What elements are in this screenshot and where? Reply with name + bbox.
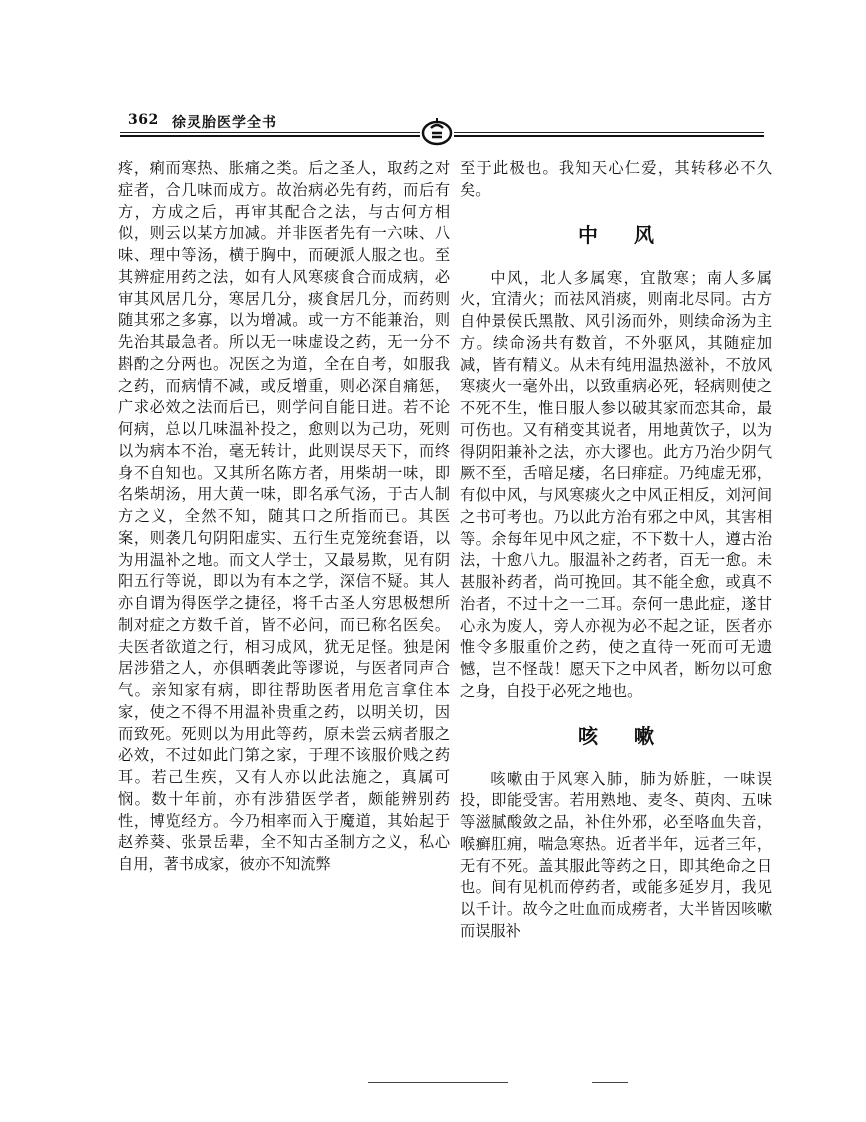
left-column [118,158,450,876]
section-title-char: 咳 [578,723,598,748]
section-title-kesou [460,703,772,769]
body-paragraph: 疼，痢而寒热、胀痛之类。后之圣人，取药之对症者，合几味而成方。故治病必先有药，而后有方，方成之后，再审其配合之法，与古何方相似，则云以某方加减。并非医者先有一六味、八味、理中等汤，横于胸中，而硬派人服之也。至其辨症用药之法，如有人风寒痰食合而成病，必审其风居几分，寒居几分，痰食居几分，而药则随其邪之多寡，以为增减。或一方不能兼治，则先治其最急者。所以无一味虚设之药，无一分不斟酌之分两也。况医之为道，全在自考，如服我之药，而病情不减，或反增重，则必深自痛惩，广求必效之法而后已，则学问自能日进。若不论何病，总以几味温补投之，愈则以为己功，死则以为病本不治，毫无转计，此则误尽天下，而终身不自知也。又其所名陈方者，用柴胡一味，即名柴胡汤，用大黄一味，即名承气汤，于古人制方之义，全然不知，随其口之所指而已。其医案，则袭几句阴阳虚实、五行生克笼统套语，以为用温补之地。而文人学士，又最易欺，见有阴阳五行等说，即以为有本之学，深信不疑。其人亦自谓为得医学之捷径，将千古圣人穷思极想所制对症之方数千首，皆不必问，而已称名医矣。夫医者欲道之行，相习成风，犹无足怪。独是闲居涉猎之人，亦俱晒袭此等谬说，与医者同声合气。亲知家有病，即往帮助医者用危言拿住本家，使之不得不用温补贵重之药，以明关切，因而致死。死则以为用此等药，原未尝云病者服之必效，不过如此门第之家，于理不该服价贱之药耳。若己生疾，又有人亦以此法施之，真属可悯。数十年前，亦有涉猎医学者，颇能辨别药性，博览经方。今乃相率而入于魔道，其始起于赵养葵、张景岳辈，全不知古圣制方之义，私心自用，著书成家，彼亦不知流弊 [118,159,450,873]
footer-rule [592,1082,628,1083]
section-title-zhongfeng [460,202,772,268]
footer-rule [368,1082,508,1083]
page-number: 362 [128,112,159,128]
section-title-char: 嗽 [634,723,654,748]
section-title-char: 风 [634,222,654,247]
section-title-char: 中 [578,222,598,247]
running-header [100,106,764,146]
body-paragraph: 至于此极也。我知天心仁爱，其转移必不久矣。 [460,159,772,199]
right-column [460,158,772,943]
section-body-zhongfeng: 中风，北人多属寒，宜散寒；南人多属火，宜清火；而祛风消痰，则南北尽同。古方自仲景侯氏黑散、风引汤而外，则续命汤为主方。续命汤共有数首，不外驱风，其随症加减，皆有精义。从未有纯用温热滋补，不放风寒痰火一毫外出，以致重病必死，轻病则使之不死不生，惟日服人参以破其家而恋其命，最可伤也。又有稍变其说者，用地黄饮子，以为得阴阳兼补之法，亦大谬也。此方乃治少阴气厥不至，舌喑足痿，名曰痱症。乃纯虚无邪，有似中风，与风寒痰火之中风正相反，刘河间之书可考也。乃以此方治有邪之中风，其害相等。余每年见中风之症，不下数十人，遵古治法，十愈八九。服温补之药者，百无一愈。未甚服补药者，尚可挽回。其不能全愈，或真不治者，不过十之一二耳。奈何一患此症，遂甘心永为废人，旁人亦视为必不起之证，医者亦惟令多服重价之药，使之直待一死而可无遗憾，岂不怪哉！愿天下之中风者，断勿以可愈之身，自投于必死之地也。 [460,268,772,700]
section-body-kesou: 咳嗽由于风寒入肺，肺为娇脏，一味误投，即能受害。若用熟地、麦冬、萸肉、五味等滋腻酸敛之品，补住外邪，必至咯血失音，喉癣肛痈，喘急寒热。近者半年，远者三年，无有不死。盖其服此等药之日，即其绝命之日也。间有见机而停药者，或能多延岁月，我见以千计。故今之吐血而成痨者，大半皆因咳嗽而误服补 [460,769,772,940]
book-title: 徐灵胎医学全书 [172,115,277,131]
book-emblem-icon [420,114,454,148]
